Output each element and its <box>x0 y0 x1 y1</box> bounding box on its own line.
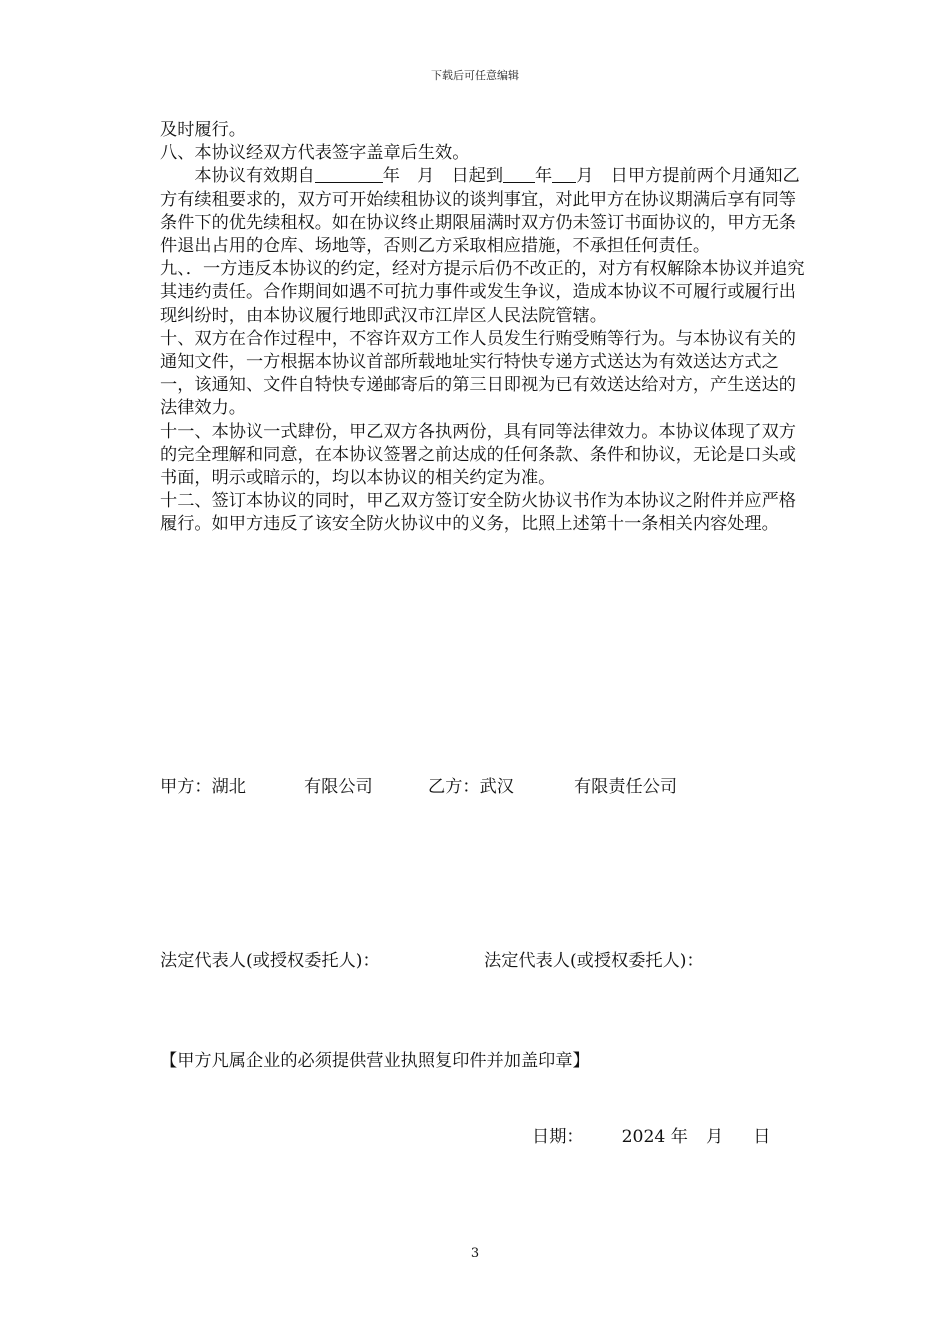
clause-8-term <box>160 165 810 258</box>
clause-10: 十、双方在合作过程中，不容许双方工作人员发生行贿受贿等行为。与本协议有关的通知文件，一方根据本协议首部所载地址实行特快专递方式送达为有效送达方式之一，该通知、文件自特快专递邮寄后的第三日即视为已有效送达给对方，产生送达的法律效力。 <box>160 328 796 419</box>
date-label: 日期： <box>532 1127 584 1147</box>
end-year-blank <box>503 165 535 183</box>
clause-8: 八、本协议经双方代表签字盖章后生效。 <box>160 143 470 164</box>
term-text-d: 月 日甲方提前两个月通知乙方有续租要求的，双方可开始续租协议的谈判事宜，对此甲方在协议期满后享有同等条件下的优先续租权。如在协议终止期限届满时双方仍未签订书面协议的，甲方无条件退出占用的仓库、场地等，否则乙方采取相应措施，不承担任何责任。 <box>160 166 800 257</box>
license-notice: 【甲方凡属企业的必须提供营业执照复印件并加盖印章】 <box>160 1051 590 1071</box>
date-year: 2024 年 <box>621 1127 688 1147</box>
party-b-suffix: 有限责任公司 <box>573 777 678 797</box>
party-a-prefix: 甲方：湖北 <box>160 777 246 797</box>
clause-11: 十一、本协议一式肆份，甲乙双方各执两份，具有同等法律效力。本协议体现了双方的完全理解和同意，在本协议签署之前达成的任何条款、条件和协议，无论是口头或书面，明示或暗示的，均以本协议的相关约定为准。 <box>160 421 796 489</box>
start-year-blank <box>315 165 383 183</box>
date-month: 月 <box>705 1127 724 1147</box>
end-month-blank <box>552 165 576 183</box>
party-b-name <box>428 772 677 797</box>
clause-12: 十二、签订本协议的同时，甲乙双方签订安全防火协议书作为本协议之附件并应严格履行。如甲方违反了该安全防火协议中的义务，比照上述第十一条相关内容处理。 <box>160 491 796 535</box>
date-day: 日 <box>753 1127 771 1147</box>
term-text-c: 年 <box>535 166 553 187</box>
page-header: 下载后可任意编辑 <box>431 69 519 82</box>
term-text-b: 年 月 日起到 <box>382 166 504 187</box>
party-a-representative: 法定代表人(或授权委托人)： <box>160 951 380 971</box>
party-b-prefix: 乙方：武汉 <box>428 777 514 797</box>
term-text-a: 本协议有效期自 <box>194 166 315 187</box>
signing-date <box>532 1122 770 1147</box>
party-a-name <box>160 772 373 797</box>
party-b-representative: 法定代表人(或授权委托人)： <box>484 951 704 971</box>
clause-9: 九、．一方违反本协议的约定，经对方提示后仍不改正的，对方有权解除本协议并追究其违约责任。合作期间如遇不可抗力事件或发生争议，造成本协议不可履行或履行出现纠纷时，由本协议履行地即武汉市江岸区人民法院管辖。 <box>160 259 805 326</box>
page-number: 3 <box>470 1246 480 1261</box>
paragraph-continuation: 及时履行。 <box>160 120 246 140</box>
agreement-body <box>160 119 810 537</box>
party-a-suffix: 有限公司 <box>303 777 373 797</box>
